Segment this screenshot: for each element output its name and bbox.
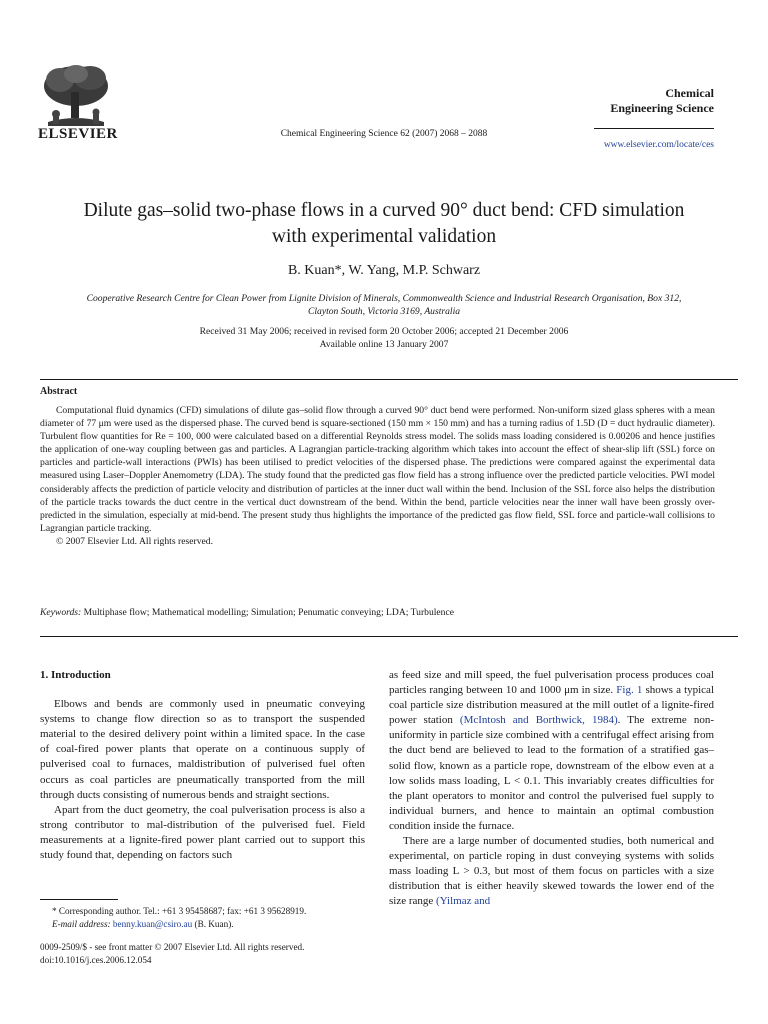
journal-url-link[interactable]: www.elsevier.com/locate/ces [603, 140, 714, 150]
email-suffix: (B. Kuan). [194, 919, 234, 929]
journal-name-line1: Chemical [665, 86, 714, 100]
elsevier-tree-logo-icon [38, 62, 114, 128]
email-link[interactable]: benny.kuan@csiro.au [112, 919, 193, 929]
title-line2: with experimental validation [271, 226, 497, 247]
section-heading: 1. Introduction [40, 669, 111, 681]
dates-line2: Available online 13 January 2007 [319, 339, 449, 350]
intro-paragraph-1: Elbows and bends are commonly used in pneumatic conveying systems to change flow direction so as to transport the suspended material to the desired delivery point within a limited space. In the case of coal-fired power plants that operate on a continuous supply of pulverised coal to furnaces, maldistribution of pulverised fuel often occurs as coal particles are pneumatically transported from the mill through ducts consisting of numerous bends and straight sections. [40, 698, 365, 801]
left-column [40, 668, 365, 863]
corresponding-author-note: * Corresponding author. Tel.: +61 3 95458687; fax: +61 3 95628919. [52, 906, 307, 916]
mcintosh-reference-link[interactable]: (McIntosh and Borthwick, 1984) [459, 714, 618, 727]
journal-name [514, 86, 714, 116]
footnote [40, 905, 370, 931]
abstract-bottom-rule [40, 636, 738, 637]
affiliation-line2: Clayton South, Victoria 3169, Australia [307, 306, 461, 317]
keywords-list: Multiphase flow; Mathematical modelling; Simulation; Penumatic conveying; LDA; Turbulence [83, 607, 454, 618]
right-p1-text-c: . The extreme non-uniformity in particle size combined with a centrifugal effect arising from the duct bend are believed to lead to the formation of a stratified gas–solid flow, known as a particle rope, downstream of the elbow even at a low solids mass loading, L < 0.1. This invariably creates difficulties for the plant operators to monitor and control the pulverised fuel supply to individual burners, and hence to maintain an optimal combustion condition inside the furnace. [389, 714, 714, 832]
journal-divider [594, 128, 714, 129]
right-paragraph-1 [389, 668, 714, 834]
keywords [40, 607, 730, 618]
right-p1-text-b: shows a typical coal particle size distribution measured at the mill outlet of a lignite-fired power station [389, 684, 714, 727]
journal-reference: Chemical Engineering Science 62 (2007) 2068 – 2088 [280, 129, 488, 139]
article-title [30, 198, 738, 250]
right-paragraph-2 [389, 834, 714, 909]
abstract-text: Computational fluid dynamics (CFD) simulations of dilute gas–solid flow through a curved 90° duct bend were performed. Non-uniform sized glass spheres with a mean diameter of 77 μm were used as the dispersed phase. The curved bend is square-sectioned (150 mm × 150 mm) and has a turning radius of 1.5D (D = duct hydraulic diameter). Turbulent flow quantities for Re = 100, 000 were calculated based on a differential Reynolds stress model. The solids mass loading considered is 0.00206 and hence justifies the application of one-way coupling between gas and particles. A Lagrangian particle-tracking algorithm which takes into account the effect of shear-slip lift (SSL) force on particles and particle-wall interactions (PWIs) has been utilised to predict velocities of the dispersed phase. The predictions were compared against the experimental data measured using Laser–Doppler Anemometry (LDA). The study found that the predicted gas flow field has a strong influence over the predicted particle velocities. PWI model considerably affects the prediction of particle velocity and distribution of particles at the inner duct wall within the bend. Inclusion of the SSL force also helps the distribution of the particle tracks towards the duct centre in the vertical duct downstream of the bend. Within the bend, particle velocities near the inner wall have been grossly over-predicted in the simulation, especially at mid-bend. The present study thus highlights the importance of the predicted gas flow field, SSL force and particle-wall collisions to Lagrangian particle tracking. [40, 405, 715, 534]
right-p2-text-a: There are a large number of documented studies, both numerical and experimental, on particle roping in dust conveying systems with solids mass loading L > 0.3, but most of them focus on particles with a size distribution that is either heavily skewed towards the lower end of the size range [389, 835, 714, 908]
abstract-top-rule [40, 379, 738, 380]
article-dates [0, 325, 768, 351]
right-p1-text-a: as feed size and mill speed, the fuel pulverisation process produces coal particles ranging between 10 and 1000 μm in size. [389, 669, 714, 697]
yilmaz-reference-link[interactable]: (Yilmaz and [436, 895, 491, 908]
dates-line1: Received 31 May 2006; received in revised form 20 October 2006; accepted 21 December 2006 [199, 326, 569, 337]
abstract-copyright: © 2007 Elsevier Ltd. All rights reserved. [56, 535, 214, 547]
article-authors: B. Kuan*, W. Yang, M.P. Schwarz [287, 263, 481, 278]
email-label: E-mail address: [52, 919, 111, 929]
right-column [389, 668, 714, 910]
author-affiliation [40, 292, 728, 318]
title-line1: Dilute gas–solid two-phase flows in a curved 90° duct bend: CFD simulation [83, 200, 685, 221]
figure-1-link[interactable]: Fig. 1 [616, 684, 643, 697]
affiliation-line1: Cooperative Research Centre for Clean Power from Lignite Division of Minerals, Commonwealth Science and Industrial Research Organisation, Box 312, [86, 293, 682, 304]
publisher-name: ELSEVIER [38, 126, 118, 142]
abstract-body [40, 404, 715, 548]
email-note [40, 918, 370, 931]
journal-name-line2: Engineering Science [610, 101, 714, 115]
abstract-heading: Abstract [40, 386, 78, 397]
footnote-rule [40, 899, 118, 900]
front-matter [40, 941, 380, 967]
keywords-label: Keywords: [40, 607, 82, 618]
front-matter-line1: 0009-2509/$ - see front matter © 2007 Elsevier Ltd. All rights reserved. [40, 942, 305, 952]
doi: doi:10.1016/j.ces.2006.12.054 [40, 955, 152, 965]
intro-paragraph-2: Apart from the duct geometry, the coal pulverisation process is also a strong contributor to mal-distribution of the pulverised fuel. Field measurements at a lignite-fired power plant carried out to support this study found that, depending on factors such [40, 803, 365, 862]
